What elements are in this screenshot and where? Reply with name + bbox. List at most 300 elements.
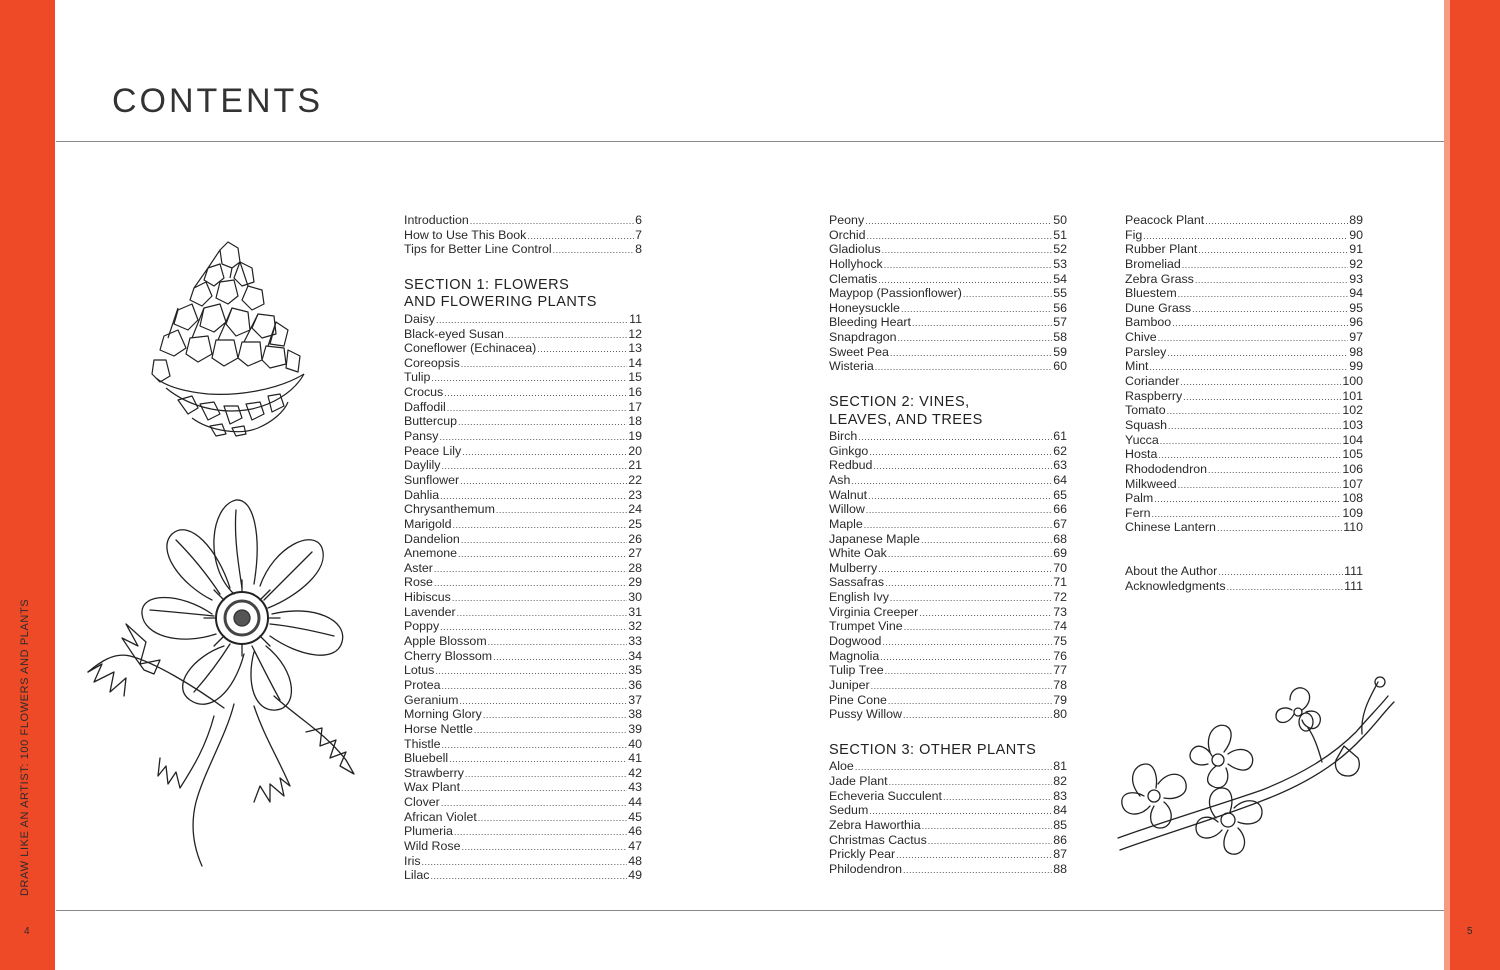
toc-entry[interactable] (829, 663, 1067, 678)
toc-entry-title: Raspberry (1125, 388, 1183, 403)
dot-leader (1198, 243, 1348, 258)
toc-entry-title: Magnolia (829, 648, 880, 663)
back-matter-list (1125, 564, 1363, 593)
dot-leader (882, 243, 1053, 258)
toc-entry-title: Mulberry (829, 560, 878, 575)
toc-entry-page: 15 (628, 370, 642, 385)
dot-leader (921, 533, 1052, 548)
toc-entry-title: Lilac (404, 868, 430, 883)
right-accent-band (1444, 0, 1500, 970)
dot-leader (1167, 346, 1348, 361)
toc-entry-title: Aloe (829, 759, 854, 774)
right-band-highlight (1444, 0, 1450, 970)
toc-entry[interactable] (829, 833, 1067, 848)
toc-entry[interactable] (404, 327, 642, 342)
toc-entry-title: Palm (1125, 491, 1154, 506)
toc-entry[interactable] (404, 385, 642, 400)
toc-entry-page: 47 (628, 838, 642, 853)
toc-entry[interactable] (404, 649, 642, 664)
header-rule (56, 141, 1444, 142)
toc-entry[interactable] (829, 429, 1067, 444)
toc-entry-title: Jade Plant (829, 774, 888, 788)
toc-entry-title: Bluestem (1125, 286, 1177, 301)
toc-entry-title: Horse Nettle (404, 721, 473, 736)
dot-leader (461, 357, 627, 372)
toc-entry-page: 26 (628, 531, 642, 546)
toc-entry[interactable] (1125, 418, 1363, 433)
toc-entry[interactable] (1125, 345, 1363, 360)
toc-entry-title: Hibiscus (404, 590, 451, 605)
toc-entry-page: 103 (1342, 417, 1363, 432)
toc-entry-title: Bamboo (1125, 315, 1172, 330)
dot-leader (1154, 492, 1341, 507)
toc-entry-title: Morning Glory (404, 707, 482, 722)
toc-entry-title: English Ivy (829, 590, 889, 605)
toc-entry[interactable] (404, 213, 642, 228)
dot-leader (878, 273, 1052, 288)
toc-entry[interactable] (404, 228, 642, 243)
toc-entry[interactable] (404, 356, 642, 371)
toc-entry-page: 11 (629, 311, 642, 326)
toc-entry-page: 107 (1342, 476, 1363, 491)
toc-entry[interactable] (404, 722, 642, 737)
dot-leader (1167, 404, 1342, 419)
toc-column-2 (829, 213, 1067, 876)
toc-entry-title: Orchid (829, 227, 866, 242)
toc-entry[interactable] (404, 473, 642, 488)
toc-entry-page: 43 (628, 780, 642, 795)
toc-entry[interactable] (829, 590, 1067, 605)
dot-leader (470, 214, 634, 229)
toc-entry[interactable] (1125, 447, 1363, 462)
dot-leader (890, 346, 1052, 361)
toc-entry-title: Wild Rose (404, 838, 461, 853)
dot-leader (888, 547, 1052, 562)
toc-entry-title: Lavender (404, 604, 456, 619)
toc-entry[interactable] (404, 341, 642, 356)
footer-rule (56, 910, 1444, 911)
toc-entry-title: Hollyhock (829, 256, 883, 271)
dot-leader (496, 503, 627, 518)
toc-entry-title: Snapdragon (829, 330, 897, 345)
toc-entry[interactable] (404, 429, 642, 444)
toc-entry-page: 42 (628, 765, 642, 780)
dot-leader (461, 840, 627, 855)
toc-entry-page: 108 (1342, 491, 1363, 506)
toc-entry[interactable] (404, 678, 642, 693)
toc-entry[interactable] (829, 561, 1067, 576)
toc-entry[interactable] (404, 780, 642, 795)
toc-entry[interactable] (1125, 433, 1363, 448)
toc-entry-title: Fern (1125, 505, 1151, 520)
toc-entry[interactable] (829, 458, 1067, 473)
toc-entry[interactable] (829, 345, 1067, 360)
toc-entry[interactable] (829, 272, 1067, 287)
toc-entry[interactable] (404, 517, 642, 532)
dot-leader (461, 781, 627, 796)
dot-leader (866, 503, 1052, 518)
toc-entry[interactable] (1125, 462, 1363, 477)
toc-entry-title: Yucca (1125, 432, 1159, 447)
dot-leader (434, 576, 627, 591)
toc-entry-page: 90 (1349, 227, 1363, 242)
toc-entry[interactable] (829, 257, 1067, 272)
toc-entry[interactable] (404, 795, 642, 810)
toc-entry[interactable] (404, 488, 642, 503)
toc-entry[interactable] (1125, 228, 1363, 243)
toc-entry-title: Peony (829, 213, 865, 227)
toc-entry-page: 53 (1053, 256, 1067, 271)
dot-leader (878, 562, 1052, 577)
dot-leader (1183, 390, 1341, 405)
toc-entry-title: Tomato (1125, 403, 1166, 418)
toc-entry[interactable] (1125, 315, 1363, 330)
dot-leader (444, 386, 627, 401)
toc-entry-page: 18 (628, 414, 642, 429)
toc-entry-page: 91 (1349, 242, 1363, 257)
toc-entry[interactable] (829, 444, 1067, 459)
toc-entry[interactable] (829, 532, 1067, 547)
dot-leader (1180, 375, 1341, 390)
toc-entry[interactable] (404, 619, 642, 634)
dot-leader (912, 316, 1052, 331)
toc-entry-page: 23 (628, 487, 642, 502)
toc-entry[interactable] (829, 502, 1067, 517)
toc-entry[interactable] (1125, 579, 1363, 594)
dot-leader (884, 258, 1052, 273)
toc-entry[interactable] (829, 546, 1067, 561)
toc-entry[interactable] (1125, 506, 1363, 521)
dot-leader (474, 723, 627, 738)
toc-entry[interactable] (404, 532, 642, 547)
anemone-flower-illustration (84, 496, 356, 870)
toc-entry[interactable] (829, 619, 1067, 634)
toc-entry[interactable] (1125, 520, 1363, 535)
toc-entry-title: Bluebell (404, 751, 449, 766)
dot-leader (898, 331, 1053, 346)
toc-entry[interactable] (404, 546, 642, 561)
section-heading-line: LEAVES, AND TREES (829, 411, 983, 428)
dot-leader (922, 819, 1053, 834)
toc-entry[interactable] (404, 605, 642, 620)
toc-entry-title: Redbud (829, 458, 873, 473)
toc-entry-page: 19 (628, 429, 642, 444)
toc-entry-title: Pussy Willow (829, 707, 902, 722)
toc-entry-title: Coreopsis (404, 355, 460, 370)
dot-leader (1178, 287, 1349, 302)
dot-leader (1227, 580, 1344, 595)
toc-entry-page: 33 (628, 634, 642, 649)
toc-entry[interactable] (1125, 330, 1363, 345)
toc-entry-title: Mint (1125, 359, 1149, 374)
dot-leader (460, 474, 627, 489)
toc-entry-page: 93 (1349, 271, 1363, 286)
dot-leader (447, 401, 627, 416)
toc-entry-page: 52 (1053, 242, 1067, 257)
section-3-list (829, 759, 1067, 876)
toc-entry[interactable] (404, 766, 642, 781)
toc-entry-page: 87 (1053, 847, 1067, 862)
dot-leader (431, 371, 627, 386)
toc-entry-title: Walnut (829, 487, 868, 502)
toc-entry-page: 62 (1053, 443, 1067, 458)
dot-leader (478, 811, 627, 826)
toc-entry-page: 12 (628, 326, 642, 341)
toc-entry[interactable] (404, 502, 642, 517)
toc-entry-page: 14 (628, 355, 642, 370)
dot-leader (439, 430, 627, 445)
toc-entry-page: 7 (635, 227, 642, 242)
toc-entry-page: 38 (628, 707, 642, 722)
toc-entry-title: Cherry Blossom (404, 648, 493, 663)
dot-leader (452, 591, 627, 606)
toc-entry[interactable] (404, 312, 642, 327)
toc-entry-page: 63 (1053, 458, 1067, 473)
toc-entry-title: Japanese Maple (829, 531, 920, 546)
dot-leader (888, 694, 1052, 709)
toc-entry-title: Maypop (Passionflower) (829, 286, 962, 301)
toc-entry-title: Sassafras (829, 575, 885, 590)
toc-entry-page: 44 (628, 795, 642, 810)
toc-entry-page: 27 (628, 546, 642, 561)
toc-entry[interactable] (829, 242, 1067, 257)
toc-entry[interactable] (1125, 403, 1363, 418)
toc-entry-page: 111 (1344, 578, 1363, 593)
toc-entry[interactable] (404, 737, 642, 752)
toc-entry[interactable] (1125, 359, 1363, 374)
dot-leader (885, 664, 1053, 679)
section-heading-line: AND FLOWERING PLANTS (404, 294, 597, 311)
toc-entry[interactable] (404, 400, 642, 415)
toc-entry-page: 34 (628, 648, 642, 663)
toc-entry-title: Gladiolus (829, 242, 881, 257)
toc-entry[interactable] (404, 824, 642, 839)
toc-entry-page: 60 (1053, 359, 1067, 374)
toc-entry[interactable] (404, 444, 642, 459)
toc-entry-page: 56 (1053, 300, 1067, 315)
section-1-list (404, 312, 642, 883)
toc-entry[interactable] (1125, 242, 1363, 257)
toc-entry-title: Pansy (404, 429, 439, 444)
toc-entry[interactable] (829, 575, 1067, 590)
toc-entry[interactable] (404, 575, 642, 590)
toc-entry-page: 30 (628, 590, 642, 605)
dot-leader (449, 752, 627, 767)
dot-leader (865, 214, 1052, 229)
toc-entry-title: Fig (1125, 227, 1143, 242)
toc-entry[interactable] (829, 301, 1067, 316)
toc-entry[interactable] (404, 458, 642, 473)
toc-entry-page: 73 (1053, 604, 1067, 619)
toc-entry-title: Protea (404, 677, 441, 692)
toc-entry-page: 80 (1053, 707, 1067, 722)
toc-entry-page: 70 (1053, 560, 1067, 575)
dot-leader (869, 804, 1052, 819)
toc-entry-title: Crocus (404, 385, 444, 400)
dot-leader (553, 243, 634, 258)
toc-entry-page: 6 (635, 213, 642, 227)
dot-leader (1192, 302, 1348, 317)
toc-entry-page: 41 (628, 751, 642, 766)
toc-entry-title: Parsley (1125, 344, 1167, 359)
dot-leader (1149, 360, 1348, 375)
toc-entry[interactable] (404, 590, 642, 605)
toc-entry-page: 31 (628, 604, 642, 619)
toc-entry-page: 81 (1053, 759, 1067, 774)
toc-entry[interactable] (829, 847, 1067, 862)
dot-leader (869, 445, 1052, 460)
toc-entry-title: Strawberry (404, 765, 464, 780)
toc-entry[interactable] (829, 605, 1067, 620)
toc-entry-page: 69 (1053, 546, 1067, 561)
toc-entry-title: Dahlia (404, 487, 440, 502)
toc-entry[interactable] (829, 774, 1067, 789)
toc-entry-page: 83 (1053, 788, 1067, 803)
toc-entry-page: 82 (1053, 774, 1067, 788)
toc-entry[interactable] (829, 707, 1067, 722)
section-heading-line: SECTION 1: FLOWERS (404, 276, 570, 293)
toc-entry-page: 50 (1053, 213, 1067, 227)
toc-entry-page: 101 (1342, 388, 1363, 403)
toc-entry-page: 37 (628, 692, 642, 707)
toc-entry[interactable] (829, 649, 1067, 664)
toc-entry[interactable] (404, 751, 642, 766)
dot-leader (904, 620, 1053, 635)
toc-entry-page: 46 (628, 824, 642, 839)
dot-leader (459, 694, 627, 709)
page-number-left: 4 (24, 926, 30, 937)
toc-entry[interactable] (1125, 491, 1363, 506)
toc-entry[interactable] (404, 707, 642, 722)
dot-leader (462, 445, 627, 460)
toc-entry[interactable] (829, 473, 1067, 488)
section-1-heading (404, 277, 642, 312)
toc-entry-page: 86 (1053, 832, 1067, 847)
toc-entry-page: 99 (1349, 359, 1363, 374)
toc-entry-page: 8 (635, 242, 642, 257)
toc-entry[interactable] (829, 693, 1067, 708)
toc-entry[interactable] (1125, 213, 1363, 228)
toc-entry-page: 94 (1349, 286, 1363, 301)
toc-entry-page: 79 (1053, 692, 1067, 707)
toc-entry[interactable] (404, 854, 642, 869)
dot-leader (461, 533, 627, 548)
toc-entry[interactable] (404, 414, 642, 429)
toc-entry-title: Maple (829, 516, 863, 531)
toc-entry-title: Dune Grass (1125, 300, 1192, 315)
dot-leader (453, 518, 628, 533)
toc-entry-page: 24 (628, 502, 642, 517)
dot-leader (1218, 565, 1343, 580)
toc-entry-title: Acknowledgments (1125, 578, 1226, 593)
toc-entry[interactable] (1125, 389, 1363, 404)
toc-entry[interactable] (404, 242, 642, 257)
toc-entry[interactable] (404, 868, 642, 883)
toc-entry[interactable] (404, 663, 642, 678)
dot-leader (1178, 478, 1342, 493)
toc-entry-title: Poppy (404, 619, 440, 634)
dot-leader (903, 708, 1052, 723)
toc-entry-page: 59 (1053, 344, 1067, 359)
toc-entry[interactable] (404, 634, 642, 649)
toc-entry[interactable] (829, 818, 1067, 833)
toc-entry[interactable] (1125, 564, 1363, 579)
toc-entry[interactable] (829, 759, 1067, 774)
toc-entry-title: Christmas Cactus (829, 832, 927, 847)
toc-entry[interactable] (829, 803, 1067, 818)
toc-entry-title: Sedum (829, 803, 869, 818)
dot-leader (458, 415, 627, 430)
toc-entry-page: 92 (1349, 256, 1363, 271)
dot-leader (1172, 316, 1348, 331)
toc-entry-title: Dogwood (829, 634, 882, 649)
toc-entry[interactable] (404, 693, 642, 708)
dot-leader (465, 767, 627, 782)
toc-entry[interactable] (404, 839, 642, 854)
toc-entry[interactable] (829, 213, 1067, 228)
dot-leader (434, 562, 627, 577)
dot-leader (488, 635, 628, 650)
toc-entry-page: 45 (628, 809, 642, 824)
toc-entry-page: 40 (628, 736, 642, 751)
dot-leader (527, 229, 634, 244)
toc-entry[interactable] (1125, 272, 1363, 287)
dot-leader (454, 825, 627, 840)
dot-leader (903, 863, 1052, 878)
toc-entry-title: Tulip (404, 370, 431, 385)
toc-entry-title: Bleeding Heart (829, 315, 911, 330)
toc-entry[interactable] (829, 789, 1067, 804)
toc-entry[interactable] (829, 634, 1067, 649)
dot-leader (890, 591, 1052, 606)
toc-entry[interactable] (404, 561, 642, 576)
toc-column-3 (1125, 213, 1363, 593)
toc-entry[interactable] (1125, 257, 1363, 272)
toc-entry[interactable] (829, 862, 1067, 877)
dot-leader (422, 855, 628, 870)
toc-entry[interactable] (829, 517, 1067, 532)
toc-entry[interactable] (829, 330, 1067, 345)
toc-entry-page: 39 (628, 721, 642, 736)
toc-entry-page: 78 (1053, 677, 1067, 692)
toc-entry-page: 36 (628, 677, 642, 692)
toc-entry[interactable] (1125, 301, 1363, 316)
toc-entry-title: Clover (404, 795, 440, 810)
toc-entry-page: 22 (628, 472, 642, 487)
toc-entry-title: Peacock Plant (1125, 213, 1205, 227)
toc-entry[interactable] (829, 359, 1067, 374)
toc-entry-title: Plumeria (404, 824, 453, 839)
toc-entry[interactable] (1125, 477, 1363, 492)
toc-entry-title: Hosta (1125, 447, 1158, 462)
toc-entry-title: Trumpet Vine (829, 619, 903, 634)
toc-entry[interactable] (829, 286, 1067, 301)
toc-entry[interactable] (829, 488, 1067, 503)
toc-entry-title: Echeveria Succulent (829, 788, 942, 803)
toc-entry[interactable] (1125, 286, 1363, 301)
toc-entry[interactable] (829, 678, 1067, 693)
section-heading-line: SECTION 3: OTHER PLANTS (829, 741, 1037, 758)
toc-entry-page: 97 (1349, 330, 1363, 345)
toc-entry[interactable] (829, 228, 1067, 243)
toc-entry[interactable] (1125, 374, 1363, 389)
toc-entry[interactable] (404, 370, 642, 385)
dot-leader (855, 760, 1052, 775)
toc-entry[interactable] (404, 810, 642, 825)
toc-entry-title: Virginia Creeper (829, 604, 919, 619)
toc-entry[interactable] (829, 315, 1067, 330)
toc-entry-title: Coriander (1125, 374, 1180, 389)
